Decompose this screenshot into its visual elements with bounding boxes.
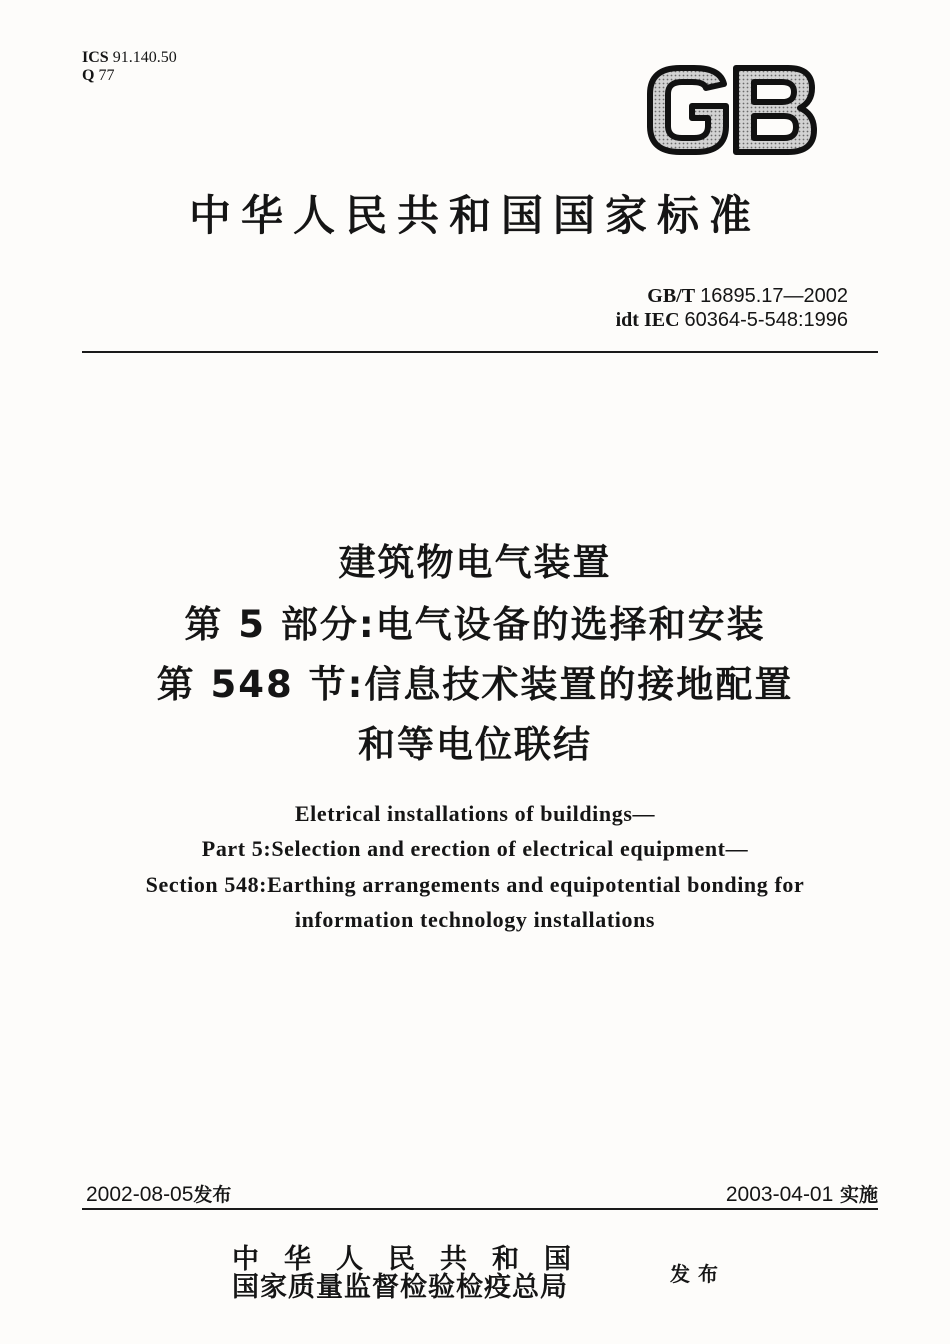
- issuer-line-1: 中华人民共和国: [232, 1244, 596, 1275]
- issue-word: 发布: [670, 1262, 726, 1286]
- title-zh-line-1: 建筑物电气装置: [338, 541, 612, 584]
- gb-logo: [642, 62, 820, 158]
- title-zh-line-2: 第 5 部分:电气设备的选择和安装: [184, 603, 766, 646]
- title-en-line-3: Section 548:Earthing arrangements and equipotential bonding for: [145, 872, 805, 897]
- equivalent-standard-value: 60364-5-548:1996: [684, 309, 848, 331]
- header-divider: [82, 351, 878, 353]
- equivalent-standard-prefix: idt IEC: [615, 309, 680, 331]
- ics-number: 91.140.50: [112, 49, 177, 66]
- issue-date: [86, 1180, 231, 1209]
- ccs-code: [82, 67, 114, 85]
- national-standard-title: 中华人民共和国国家标准: [188, 191, 761, 240]
- implementation-date: [726, 1180, 878, 1209]
- issuer-line-2: 国家质量监督检验检疫总局: [232, 1272, 568, 1303]
- issue-date-label: 发布: [193, 1184, 232, 1206]
- ccs-number: 77: [98, 67, 115, 84]
- title-en-line-4: information technology installations: [294, 907, 656, 932]
- footer-divider: [82, 1208, 878, 1210]
- ccs-prefix: Q: [82, 67, 95, 84]
- ics-code: [82, 49, 177, 67]
- title-zh-line-4: 和等电位联结: [358, 723, 592, 766]
- standard-number-prefix: GB/T: [647, 285, 696, 307]
- equivalent-standard: [616, 308, 848, 332]
- title-en-line-1: Eletrical installations of buildings—: [294, 801, 656, 826]
- implementation-date-label: 实施: [839, 1184, 878, 1206]
- title-en-line-2: Part 5:Selection and erection of electrical equipment—: [201, 836, 749, 861]
- implementation-date-value: 2003-04-01: [725, 1183, 834, 1206]
- issue-date-value: 2002-08-05: [86, 1183, 194, 1206]
- title-zh-line-3: 第 548 节:信息技术装置的接地配置: [156, 663, 794, 706]
- standard-number-value: 16895.17—2002: [700, 285, 848, 307]
- standard-number: [647, 284, 848, 308]
- ics-prefix: ICS: [82, 49, 109, 66]
